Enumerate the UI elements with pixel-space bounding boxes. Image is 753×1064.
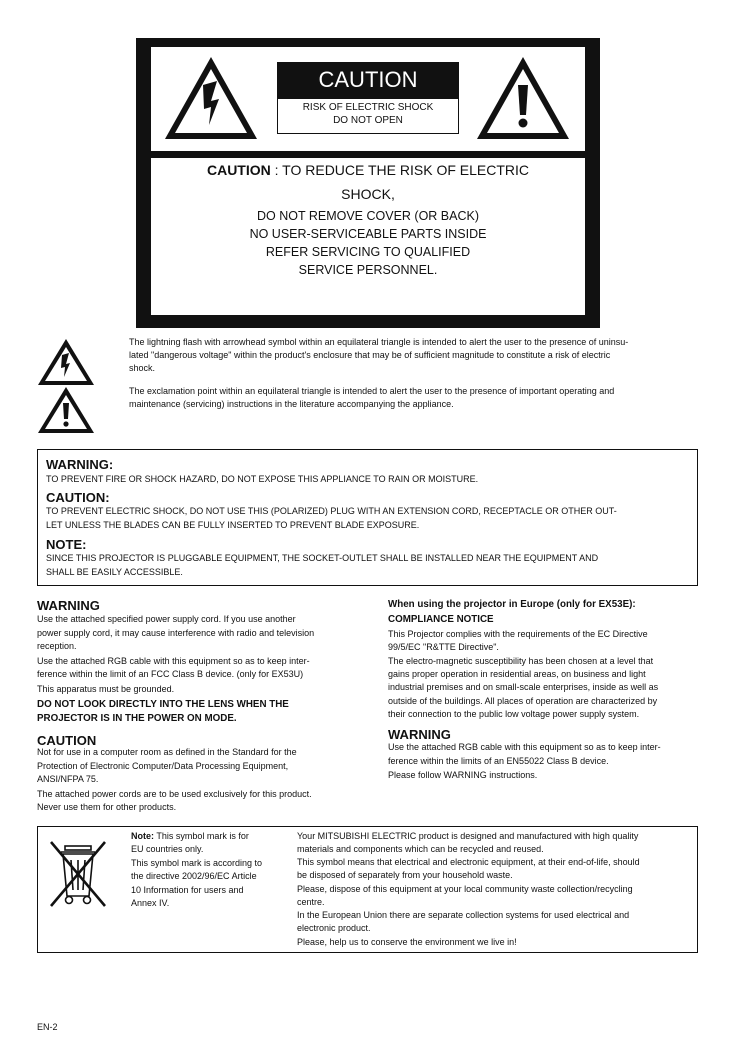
frame-warning-text: TO PREVENT FIRE OR SHOCK HAZARD, DO NOT EXPOSE THIS APPLIANCE TO RAIN OR MOISTURE. bbox=[46, 474, 479, 484]
lens-warning-bold: PROJECTOR IS IN THE POWER ON MODE. bbox=[37, 713, 237, 724]
right-paragraph: Please follow WARNING instructions. bbox=[388, 770, 538, 780]
right-warning-heading: WARNING bbox=[388, 727, 451, 742]
left-warning-heading: WARNING bbox=[37, 598, 100, 613]
frame-note-text: SINCE THIS PROJECTOR IS PLUGGABLE EQUIPMENT, THE SOCKET-OUTLET SHALL BE INSTALLED NEAR THE EQUIPMENT AND bbox=[46, 553, 599, 563]
left-paragraph: Never use them for other products. bbox=[37, 802, 177, 812]
left-caution-heading: CAUTION bbox=[37, 733, 97, 748]
caution-badge-subtitle: DO NOT OPEN bbox=[333, 115, 403, 126]
left-paragraph: This apparatus must be grounded. bbox=[37, 684, 175, 694]
caution-badge-subtitle: RISK OF ELECTRIC SHOCK bbox=[302, 102, 434, 113]
exclamation-symbol-text: maintenance (servicing) instructions in the literature accompanying the appliance. bbox=[129, 399, 454, 409]
lightning-warning-icon bbox=[37, 338, 95, 386]
right-paragraph: The electro-magnetic susceptibility has been chosen at a level that bbox=[388, 656, 654, 666]
right-paragraph: 99/5/EC "R&TTE Directive". bbox=[388, 642, 499, 652]
right-paragraph: gains proper operation in residential areas, on business and light bbox=[388, 669, 646, 679]
page-number: EN-2 bbox=[37, 1022, 58, 1032]
left-paragraph: ANSI/NFPA 75. bbox=[37, 774, 99, 784]
exclamation-warning-icon bbox=[475, 55, 571, 141]
recycle-directive: the directive 2002/96/EC Article bbox=[131, 871, 257, 881]
crossed-bin-icon bbox=[47, 838, 109, 910]
compliance-heading: COMPLIANCE NOTICE bbox=[388, 614, 494, 625]
caution-instruction-line: REFER SERVICING TO QUALIFIED bbox=[265, 245, 471, 259]
caution-instruction-line: NO USER-SERVICEABLE PARTS INSIDE bbox=[249, 227, 487, 241]
exclamation-warning-icon bbox=[37, 386, 95, 434]
left-paragraph: The attached power cords are to be used exclusively for this product. bbox=[37, 789, 312, 799]
recycle-info: electronic product. bbox=[297, 923, 371, 933]
recycle-info: Please, dispose of this equipment at your local community waste collection/recycling bbox=[297, 884, 633, 894]
recycle-info: In the European Union there are separate collection systems for used electrical and bbox=[297, 910, 630, 920]
recycle-info: This symbol means that electrical and electronic equipment, at their end-of-life, should bbox=[297, 857, 640, 867]
caution-main-bold: CAUTION bbox=[206, 162, 271, 178]
recycle-directive: This symbol mark is according to bbox=[131, 858, 263, 868]
lens-warning-bold: DO NOT LOOK DIRECTLY INTO THE LENS WHEN THE bbox=[37, 699, 289, 710]
recycle-note-bold: Note: bbox=[131, 831, 154, 841]
europe-heading: When using the projector in Europe (only for EX53E): bbox=[388, 599, 636, 610]
caution-badge bbox=[277, 62, 459, 134]
recycle-info: centre. bbox=[297, 897, 325, 907]
caution-main-heading bbox=[151, 162, 585, 178]
right-paragraph: industrial premises and on small-scale enterprises, inside as well as bbox=[388, 682, 659, 692]
caution-main-heading-line2: SHOCK, bbox=[341, 186, 395, 202]
recycle-note-rest: This symbol mark is for bbox=[154, 831, 249, 841]
recycle-note: EU countries only. bbox=[131, 844, 204, 854]
caution-badge-title: CAUTION bbox=[278, 63, 458, 99]
recycle-directive: 10 Information for users and bbox=[131, 885, 244, 895]
bolt-symbol-text: The lightning flash with arrowhead symbol within an equilateral triangle is intended to alert the user to the presence of uninsu- bbox=[129, 337, 629, 347]
caution-instruction-line: DO NOT REMOVE COVER (OR BACK) bbox=[256, 209, 479, 223]
caution-main-rest: : TO REDUCE THE RISK OF ELECTRIC bbox=[270, 162, 530, 178]
frame-caution-text: LET UNLESS THE BLADES CAN BE FULLY INSERTED TO PREVENT BLADE EXPOSURE. bbox=[46, 520, 420, 530]
frame-note-text: SHALL BE EASILY ACCESSIBLE. bbox=[46, 567, 183, 577]
left-paragraph: Not for use in a computer room as defined in the Standard for the bbox=[37, 747, 297, 757]
recycle-info: Please, help us to conserve the environment we live in! bbox=[297, 937, 517, 947]
left-paragraph: ference within the limit of an FCC Class B device. (only for EX53U) bbox=[37, 669, 304, 679]
frame-caution-text: TO PREVENT ELECTRIC SHOCK, DO NOT USE THIS (POLARIZED) PLUG WITH AN EXTENSION CORD, RECEPTACLE OR OTHER OUT- bbox=[46, 506, 617, 516]
left-paragraph: power supply cord, it may cause interference with radio and television bbox=[37, 628, 315, 638]
recycle-directive: Annex IV. bbox=[131, 898, 170, 908]
right-paragraph: Use the attached RGB cable with this equipment so as to keep inter- bbox=[388, 742, 661, 752]
frame-note-heading: NOTE: bbox=[46, 537, 87, 552]
recycle-info: materials and components which can be recycled and reused. bbox=[297, 844, 544, 854]
recycle-info: be disposed of separately from your household waste. bbox=[297, 870, 513, 880]
recycle-note bbox=[131, 830, 249, 843]
right-paragraph: ference within the limits of an EN55022 Class B device. bbox=[388, 756, 609, 766]
right-paragraph: This Projector complies with the requirements of the EC Directive bbox=[388, 629, 648, 639]
recycle-info: Your MITSUBISHI ELECTRIC product is designed and manufactured with high quality bbox=[297, 831, 639, 841]
frame-caution-heading: CAUTION: bbox=[46, 490, 110, 505]
right-paragraph: their connection to the public low voltage power supply system. bbox=[388, 709, 640, 719]
exclamation-symbol-text: The exclamation point within an equilateral triangle is intended to alert the user to the presence of important operating and bbox=[129, 386, 615, 396]
bolt-symbol-text: shock. bbox=[129, 363, 156, 373]
lightning-warning-icon bbox=[163, 55, 259, 141]
caution-instruction-line: SERVICE PERSONNEL. bbox=[298, 263, 438, 277]
right-paragraph: outside of the buildings. All places of operation are characterized by bbox=[388, 696, 658, 706]
left-paragraph: reception. bbox=[37, 641, 77, 651]
frame-warning-heading: WARNING: bbox=[46, 457, 114, 472]
bolt-symbol-text: lated "dangerous voltage" within the product's enclosure that may be of sufficient magnitude to constitute a risk of electric bbox=[129, 350, 611, 360]
left-paragraph: Use the attached specified power supply cord. If you use another bbox=[37, 614, 296, 624]
left-paragraph: Protection of Electronic Computer/Data Processing Equipment, bbox=[37, 761, 289, 771]
left-paragraph: Use the attached RGB cable with this equipment so as to keep inter- bbox=[37, 656, 310, 666]
